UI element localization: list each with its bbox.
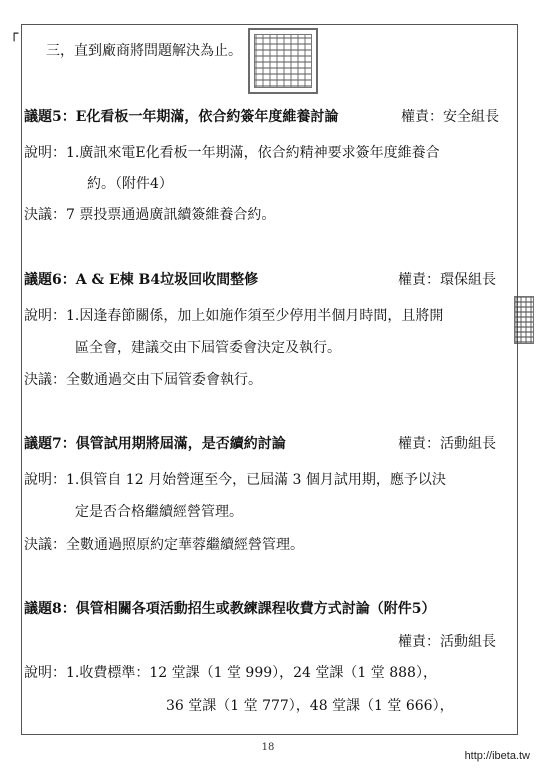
corner-mark: ┌	[10, 26, 19, 42]
page-number: 18	[261, 742, 275, 753]
item-6-explanation-line-2: 區全會，建議交由下屆管委會決定及執行。	[75, 340, 341, 356]
item-5-explanation-line-1: 說明：1.廣訊來電E化看板一年期滿，依合約精神要求簽年度維養合	[24, 145, 440, 161]
item-8-responsible: 權責：活動組長	[398, 634, 496, 650]
item-8-explanation-line-1: 說明：1.收費標準：12 堂課（1 堂 999），24 堂課（1 堂 888），	[24, 665, 437, 681]
item-8-explanation-line-2: 36 堂課（1 堂 777），48 堂課（1 堂 666），	[166, 698, 454, 714]
item-5-responsible: 權責：安全組長	[401, 109, 499, 125]
item-5-resolution: 決議：7 票投票通過廣訊續簽維養合約。	[24, 207, 276, 223]
item-6-title: 議題6：A & E棟 B4垃圾回收間整修	[24, 272, 259, 288]
item-6-responsible: 權責：環保組長	[398, 272, 496, 288]
item-5-explanation-line-2: 約。（附件4）	[87, 176, 173, 192]
item-6-resolution: 決議：全數通過交由下屆管委會執行。	[24, 372, 262, 388]
item-5-title: 議題5：E化看板一年期滿，依合約簽年度維養討論	[24, 109, 339, 125]
item-7-title: 議題7：俱管試用期將屆滿，是否續約討論	[24, 436, 286, 452]
item-8-title: 議題8：俱管相關各項活動招生或教練課程收費方式討論（附件5）	[24, 601, 436, 617]
margin-stamp	[514, 296, 534, 344]
item-6-explanation-line-1: 說明：1.因逢春節關係，加上如施作須至少停用半個月時間，且將開	[24, 308, 444, 324]
watermark: http://ibeta.tw	[464, 750, 530, 762]
item-7-explanation-line-2: 定是否合格繼續經營管理。	[75, 504, 243, 520]
item-7-resolution: 決議：全數通過照原約定華蓉繼續經營管理。	[24, 537, 304, 553]
item-7-explanation-line-1: 說明：1.俱管自 12 月始營運至今，已屆滿 3 個月試用期，應予以決	[24, 472, 446, 488]
intro-text: 三，直到廠商將問題解決為止。	[46, 43, 242, 59]
seal-stamp	[248, 28, 318, 94]
item-7-responsible: 權責：活動組長	[398, 436, 496, 452]
